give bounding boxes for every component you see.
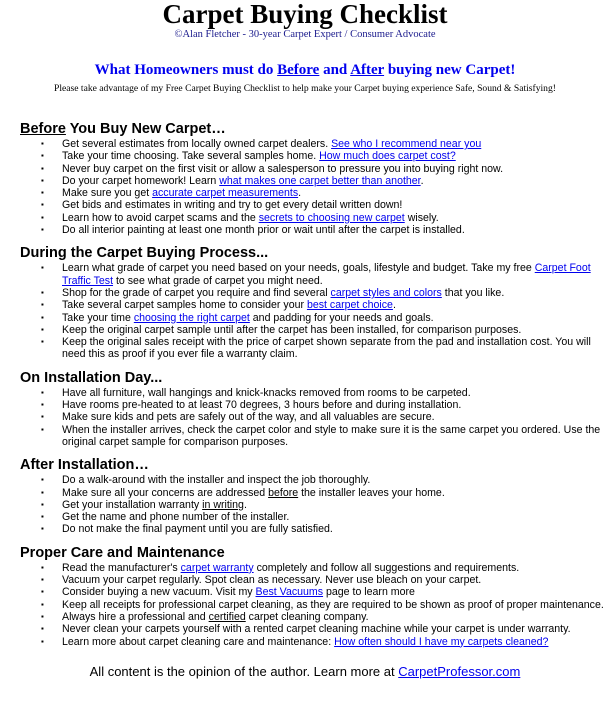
checklist-item: [20, 199, 610, 211]
checklist-text: Do your carpet homework! Learn: [62, 174, 220, 187]
checklist-item: [20, 187, 610, 199]
section-after: [20, 457, 610, 535]
checklist-item: [20, 324, 610, 336]
checklist-item: [20, 287, 610, 299]
checklist-text: to see what grade of carpet you might need.: [113, 274, 323, 287]
checklist: [20, 138, 610, 236]
subhead-text: buying new Carpet!: [384, 62, 516, 78]
checklist: [20, 262, 610, 360]
checklist-text: Do not make the final payment until you are fully satisfied.: [62, 523, 333, 536]
checklist-item: [20, 411, 610, 423]
checklist-text: Vacuum your carpet regularly. Spot clean as necessary. Never use bleach on your carpet.: [62, 574, 482, 587]
checklist-text: Always hire a professional and: [62, 610, 209, 623]
checklist-text: that you like.: [441, 286, 505, 299]
checklist-text: the installer leaves your home.: [298, 486, 445, 499]
checklist: [20, 387, 610, 448]
section-care: [20, 545, 610, 648]
carpetprofessor-link[interactable]: CarpetProfessor.com: [398, 663, 521, 679]
checklist-text: Keep all receipts for professional carpet cleaning, as they are required to be shown as proof of proper maintenance.: [62, 598, 604, 611]
checklist-item: [20, 474, 610, 486]
checklist-text: Have rooms pre-heated to at least 70 degrees, 3 hours before and during installation.: [62, 399, 462, 412]
checklist-text: Do all interior painting at least one month prior or wait until after the carpet is installed.: [62, 224, 465, 237]
intro-text: Please take advantage of my Free Carpet Buying Checklist to help make your Carpet buying experience Safe, Sound & Satisfying!: [54, 83, 556, 94]
checklist-text: Read the manufacturer's: [62, 561, 181, 574]
section-heading: During the Carpet Buying Process...: [20, 245, 269, 262]
checklist-item: [20, 262, 610, 287]
checklist-text: in writing: [202, 498, 244, 511]
checklist-text: When the installer arrives, check the carpet color and style to make sure it is the same carpet you ordered. Use the original carpet sample for comparison purposes.: [62, 423, 601, 448]
section-heading: After Installation…: [20, 457, 149, 474]
checklist-text: Learn how to avoid carpet scams and the: [62, 211, 259, 224]
checklist-text: Keep the original carpet sample until after the carpet has been installed, for comparison purposes.: [62, 323, 522, 336]
heading-underlined: Before: [20, 121, 66, 137]
checklist-text: certified: [208, 610, 246, 623]
checklist-content: [20, 121, 610, 684]
checklist-link[interactable]: Carpet Foot Traffic Test: [62, 262, 591, 287]
checklist-text: Take your time: [62, 311, 134, 324]
checklist-item: [20, 399, 610, 411]
checklist-link[interactable]: accurate carpet measurements: [152, 187, 299, 200]
checklist-text: Never buy carpet on the first visit or allow a salesperson to pressure you into buying right now.: [62, 162, 504, 175]
checklist-text: completely and follow all suggestions and requirements.: [253, 561, 520, 574]
checklist-text: wisely.: [404, 211, 439, 224]
subhead-after: After: [350, 62, 385, 78]
checklist-item: [20, 623, 610, 635]
checklist-text: .: [298, 187, 302, 200]
checklist-item: [20, 523, 610, 535]
checklist-item: [20, 224, 610, 236]
checklist-text: Make sure you get: [62, 187, 153, 200]
checklist-link[interactable]: carpet warranty: [180, 561, 254, 574]
checklist-item: [20, 312, 610, 324]
checklist-text: Have all furniture, wall hangings and knick-knacks removed from rooms to be carpeted.: [62, 386, 471, 399]
checklist-link[interactable]: what makes one carpet better than another: [219, 174, 421, 187]
checklist-text: Get several estimates from locally owned carpet dealers.: [62, 138, 332, 150]
section-installation: [20, 370, 610, 448]
footer: [0, 664, 610, 684]
checklist-text: Get bids and estimates in writing and try to get every detail written down!: [62, 199, 403, 212]
section-during: [20, 245, 610, 360]
checklist-item: [20, 511, 610, 523]
checklist-item: [20, 163, 610, 175]
checklist-link[interactable]: carpet styles and colors: [330, 286, 442, 299]
checklist-text: .: [392, 299, 396, 312]
checklist-item: [20, 387, 610, 399]
checklist-text: Do a walk-around with the installer and inspect the job thoroughly.: [62, 474, 371, 487]
checklist-item: [20, 212, 610, 224]
checklist-text: and padding for your needs and goals.: [249, 311, 434, 324]
section-heading: [20, 121, 610, 138]
checklist-link[interactable]: How much does carpet cost?: [319, 150, 456, 163]
checklist-text: Learn more about carpet cleaning care and maintenance:: [62, 635, 335, 648]
checklist-link[interactable]: secrets to choosing new carpet: [258, 211, 405, 224]
heading-text: You Buy New Carpet…: [65, 121, 226, 137]
subhead-before: Before: [277, 62, 320, 78]
checklist-item: [20, 424, 610, 449]
checklist-text: .: [420, 174, 424, 187]
checklist-link[interactable]: best carpet choice: [306, 299, 393, 312]
checklist-item: [20, 487, 610, 499]
checklist-text: Never clean your carpets yourself with a rented carpet cleaning machine while your carpet is under warranty.: [62, 623, 571, 636]
subhead-text: and: [319, 62, 351, 78]
checklist-item: [20, 299, 610, 311]
checklist-link[interactable]: How often should I have my carpets cleaned?: [334, 635, 549, 648]
checklist-item: [20, 636, 610, 648]
checklist-item: [20, 175, 610, 187]
section-heading: Proper Care and Maintenance: [20, 544, 225, 561]
checklist-text: Take your time choosing. Take several samples home.: [62, 150, 320, 163]
author-byline: ©Alan Fletcher - 30-year Carpet Expert / Consumer Advocate: [174, 29, 436, 40]
checklist-text: Get your installation warranty: [62, 498, 203, 511]
checklist-item: [20, 586, 610, 598]
checklist-text: Take several carpet samples home to consider your: [62, 299, 307, 312]
checklist-item: [20, 150, 610, 162]
checklist-item: [20, 336, 610, 361]
checklist-link[interactable]: See who I recommend near you: [331, 138, 482, 150]
checklist-text: Shop for the grade of carpet you require and find several: [62, 286, 331, 299]
checklist-text: Make sure kids and pets are safely out of the way, and all valuables are secure.: [62, 411, 435, 424]
checklist-text: carpet cleaning company.: [245, 610, 369, 623]
checklist-link[interactable]: choosing the right carpet: [133, 311, 250, 324]
checklist: [20, 474, 610, 535]
checklist-text: Keep the original sales receipt with the price of carpet shown separate from the pad and installation cost. You will need this as proof if you ever file a warranty claim.: [62, 336, 591, 361]
checklist: [20, 562, 610, 648]
checklist-item: [20, 611, 610, 623]
checklist-item: [20, 574, 610, 586]
subheading: [0, 62, 610, 79]
checklist-item: [20, 599, 610, 611]
checklist-text: Get the name and phone number of the installer.: [62, 511, 290, 524]
checklist-link[interactable]: Best Vacuums: [255, 586, 324, 599]
checklist-text: before: [268, 486, 299, 499]
footer-text: All content is the opinion of the author. Learn more at: [89, 663, 399, 679]
checklist-item: [20, 562, 610, 574]
page-title: Carpet Buying Checklist: [162, 0, 448, 29]
checklist-text: Make sure all your concerns are addressed: [62, 486, 269, 499]
checklist-text: .: [243, 498, 247, 511]
checklist-text: page to learn more: [323, 586, 415, 599]
checklist-item: [20, 138, 610, 150]
section-heading: On Installation Day...: [20, 369, 163, 386]
checklist-item: [20, 499, 610, 511]
checklist-text: Learn what grade of carpet you need based on your needs, goals, lifestyle and budget. Take my free: [62, 262, 535, 275]
section-before: [20, 121, 610, 236]
checklist-text: Consider buying a new vacuum. Visit my: [62, 586, 256, 599]
subhead-text: What Homeowners must do: [94, 62, 278, 78]
